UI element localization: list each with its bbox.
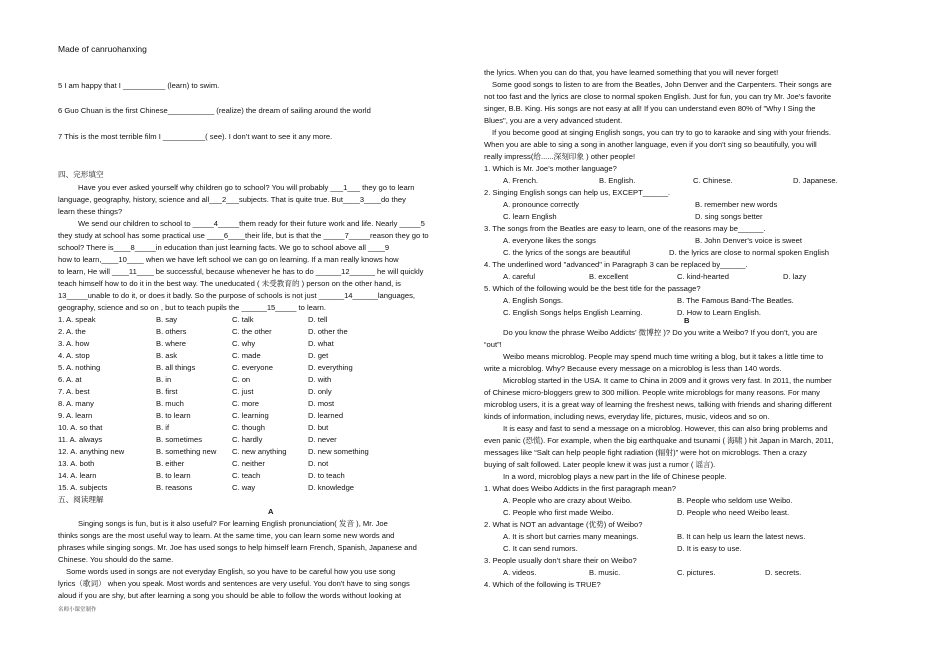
- question-a3: 3. The songs from the Beatles are easy to learn, one of the reasons may be______.: [484, 224, 766, 233]
- passage-a-label: A: [268, 507, 274, 516]
- passage-b-line: Microblog started in the USA. It came to China in 2009 and it grows very fast. In 2011, the number: [503, 376, 832, 385]
- passage-b-line: even panic (恐慌). For example, when the big earthquake and tsunami ( 海啸 ) hit Japan in March, 2011,: [484, 436, 834, 445]
- question-a5: 5. Which of the following would be the best title for the passage?: [484, 284, 701, 293]
- passage-b-line: kinds of information, including news, everyday life, pictures, music, videos and so on.: [484, 412, 770, 421]
- document-page: Made of canruohanxing 5 I am happy that I __________ (learn) to swim. 6 Guo Chuan is the first Chinese___________ (realize) the dream of sailing around the world 7 This is the most terrible film I __________( see). I don’t want to see it any more. 四、完形填空 Have you ever asked yourself why children go to school? You will probably ___1___ they go to learn language, geography, history, science and all___2___subjects. That is quite true. But____3____do they learn these things? We send our children to school to _____4_____them ready for their future work and life. Nearly _____5 they study at school has some practical use ____6____their life, but is that the _____7_____reason they go to school? There is____8_____in education than just learning facts. We go to school above all ____9 how to learn,____10____ when we have left school we can go on learning. If a man really knows how to learn, He will ____11____ be successful, because whenever he has to do ______12______ he will quickly teach himself how to do it in the best way. The uneducated ( 未受教育的 ) person on the other hand, is 13_____unable to do it, or does it badly. So the purpose of schools is not just ______14______languages, geography, science and so on , but to teach pupils the ______15_____ to learn. 1. A. speak B. say C. talk D. tell 2. A. the B. others C. the other D. other the 3. A. how B. where C. why D. what 4. A. stop B. ask C. made D. get 5. A. nothing B. all things C. everyone D. everything 6. A. at B. in C. on D. with 7. A. best B. first C. just D. only 8. A. many B. much C. more D. most 9. A. learn B. to learn C. learning D. learned 10. A. so that B. if C. though D. but 11. A. always B. sometimes C. hardly D. never 12. A. anything new B. something new C. new anything D. new something 13. A. both B. either C. neither D. not 14. A. learn B. to learn C. teach D. to teach 15. A. subjects B. reasons C. way D. knowledge 五、阅读理解 A Singing songs is fun, but is it also useful? For learning English pronunciation( 发音 ), Mr. Joe thinks songs are the most useful way to learn. At the same time, you can learn some new words and phrases while singing songs. Mr. Joe has used songs to help himself learn French, Spanish, Japanese and Chinese. You should do the same. Some words used in songs are not everyday English, so you have to be careful how you use song lyrics（歌词） when you speak. Most words and sentences are very useful. You don't have to sing songs aloud if you are shy, but after learning a song you should be able to follow the words without looking at 名师小课堂制作 the lyrics. When you can do that, you have learned something that you will never forget! Some good songs to listen to are from the Beatles, John Denver and the Carpenters. Their songs are not too fast and the lyrics are close to normal spoken English. Just for fun, you can try Mr. Joe's favorite singer, B.B. King. His songs are not easy at all! If you can understand even 80% of "Why I Sing the Blues", you are a very advanced student. If you become good at singing English songs, you can try to go to karaoke and sing with your friends. When you are able to sing a song in another language, even if you don't sing so beautifully, you will really impress(给......深刻印象 ) other people! 1. Which is Mr. Joe’s mother language? A. French. B. English. C. Chinese. D. Japanese. 2. Singing English songs can help us, EXCEPT______. A. pronounce correctly B. remember new words C. learn English D. sing songs better 3. The songs from the Beatles are easy to learn, one of the reasons may be______. A. everyone likes the songs B. John Denver's voice is sweet C. the lyrics of the songs are beautiful D. the lyrics are close to normal spoken English 4. The underlined word "advanced" in Paragraph 3 can be replaced by______. A. careful B. excellent C. kind-hearted D. lazy 5. Which of the following would be the best title for the passage? A. English Songs. B. The Famous Band-The Beatles. C. English Songs helps English Learning. D. How to Learn English. B Do you know the phrase Weibo Addicts’ 微博控 )? Do you write a Weibo? If you don’t, you are “out”! Weibo means microblog. People may spend much time writing a blog, but it takes a little time to write a microblog. Why? Because every message on a microblog is less than 140 words. Microblog started in the USA. It came to China in 2009 and it grows very fast. In 2011, the number of Chinese micro-bloggers grew to 300 million. People write microblogs for many reasons. For many microblog users, it is a great way of learning the freshest news, talking with friends and sharing different kinds of information, including news, everyday life, pictures, music, videos and so on. It is easy and fast to send a message on a microblog. However, this can also bring problems and even panic (恐慌). For example, when the big earthquake and tsunami ( 海啸 ) hit Japan in March, 2011, messages like “Salt can help people fight radiation (辐射)” were hot on microblogs. Then a crazy buying of salt followed. Later people knew it was just a rumor ( 谣言). In a word, microblog plays a new part in the life of Chinese people. 1. What does Weibo Addicts in the first paragraph mean? A. People who are crazy about Weibo. B. People who seldom use Weibo. C. People who first made Weibo. D. People who need Weibo least. 2. What is NOT an advantage (优势) of Weibo? A. It is short but carries many meanings. B. It can help us learn the latest news. C. It can send rumors. D. It is easy to use. 3. People usually don’t share their on Weibo? A. videos. B. music. C. pictures. D. secrets. 4. Which of the following is TRUE?: [58, 44, 838, 613]
- passage-b-line: messages like “Salt can help people fight radiation (辐射)” were hot on microblogs. Then a crazy: [484, 448, 807, 457]
- passage-a-line: thinks songs are the most useful way to learn. At the same time, you can learn some new words and: [58, 531, 395, 540]
- cloze-line: how to learn,____10____ when we have left school we can go on learning. If a man really knows how: [58, 255, 399, 264]
- reading-title: 五、阅读理解: [58, 495, 104, 504]
- question-b4: 4. Which of the following is TRUE?: [484, 580, 601, 589]
- fill-line-7: 7 This is the most terrible film I __________( see). I don’t want to see it any more.: [58, 132, 333, 141]
- passage-a-cont-line: singer, B.B. King. His songs are not easy at all! If you can understand even 80% of "Why I Sing the: [484, 104, 816, 113]
- passage-b-line: buying of salt followed. Later people knew it was just a rumor ( 谣言).: [484, 460, 716, 469]
- passage-a-line: Some words used in songs are not everyday English, so you have to be careful how you use song: [66, 567, 396, 576]
- passage-b-label: B: [684, 316, 690, 325]
- passage-a-cont-line: If you become good at singing English songs, you can try to go to karaoke and sing with your friends.: [492, 128, 831, 137]
- passage-b-line: Weibo means microblog. People may spend much time writing a blog, but it takes a little time to: [503, 352, 824, 361]
- passage-b-line: of Chinese micro-bloggers grew to 300 million. People write microblogs for many reasons. For many: [484, 388, 820, 397]
- question-b3: 3. People usually don’t share their on Weibo?: [484, 556, 637, 565]
- cloze-line: We send our children to school to _____4_____them ready for their future work and life. Nearly _____5: [78, 219, 425, 228]
- document-footer: 名师小课堂制作: [58, 607, 97, 613]
- cloze-line: to learn, He will ____11____ be successful, because whenever he has to do ______12______ he will quickly: [58, 267, 424, 276]
- cloze-title: 四、完形填空: [58, 170, 104, 179]
- fill-line-5: 5 I am happy that I __________ (learn) to swim.: [58, 81, 220, 90]
- passage-a-line: aloud if you are shy, but after learning a song you should be able to follow the words without looking at: [58, 591, 402, 600]
- passage-a-line: phrases while singing songs. Mr. Joe has used songs to help himself learn French, Spanish, Japanese and: [58, 543, 417, 552]
- cloze-line: language, geography, history, science and all___2___subjects. That is quite true. But____3____do they: [58, 195, 406, 204]
- cloze-line: teach himself how to do it in the best way. The uneducated ( 未受教育的 ) person on the other hand, is: [58, 279, 401, 288]
- passage-b-line: It is easy and fast to send a message on a microblog. However, this can also bring problems and: [503, 424, 828, 433]
- passage-a-line: Singing songs is fun, but is it also useful? For learning English pronunciation( 发音 ), Mr. Joe: [78, 519, 388, 528]
- question-a2: 2. Singing English songs can help us, EXCEPT______.: [484, 188, 671, 197]
- passage-a-cont-line: really impress(给......深刻印象 ) other people!: [484, 152, 636, 161]
- question-b1: 1. What does Weibo Addicts in the first paragraph mean?: [484, 484, 676, 493]
- question-a4: 4. The underlined word "advanced" in Paragraph 3 can be replaced by______.: [484, 260, 748, 269]
- passage-a-cont-line: Blues", you are a very advanced student.: [484, 116, 623, 125]
- cloze-line: Have you ever asked yourself why children go to school? You will probably ___1___ they go to learn: [78, 183, 415, 192]
- passage-b-line: microblog users, it is a great way of learning the freshest news, talking with friends and sharing different: [484, 400, 832, 409]
- passage-b-line: In a word, microblog plays a new part in the life of Chinese people.: [503, 472, 727, 481]
- passage-a-cont-line: Some good songs to listen to are from the Beatles, John Denver and the Carpenters. Their songs are: [492, 80, 832, 89]
- cloze-line: learn these things?: [58, 207, 123, 216]
- passage-b-line: Do you know the phrase Weibo Addicts’ 微博控 )? Do you write a Weibo? If you don’t, you are: [503, 328, 818, 337]
- passage-a-cont-line: not too fast and the lyrics are close to normal spoken English. Just for fun, you can try Mr. Joe's favorite: [484, 92, 832, 101]
- passage-a-cont-line: the lyrics. When you can do that, you have learned something that you will never forget!: [484, 68, 779, 77]
- cloze-line: geography, science and so on , but to teach pupils the ______15_____ to learn.: [58, 303, 326, 312]
- passage-a-line: lyrics（歌词） when you speak. Most words and sentences are very useful. You don't have to sing songs: [58, 579, 410, 588]
- question-a1: 1. Which is Mr. Joe’s mother language?: [484, 164, 617, 173]
- passage-b-line: write a microblog. Why? Because every message on a microblog is less than 140 words.: [484, 364, 782, 373]
- cloze-line: 13_____unable to do it, or does it badly. So the purpose of schools is not just ______14______languages,: [58, 291, 416, 300]
- cloze-line: school? There is____8_____in education than just learning facts. We go to school above all ____9: [58, 243, 390, 252]
- cloze-line: they study at school has some practical use ____6____their life, but is that the _____7_____reason they go to: [58, 231, 429, 240]
- question-b2: 2. What is NOT an advantage (优势) of Weibo?: [484, 520, 643, 529]
- document-header: Made of canruohanxing: [58, 44, 147, 54]
- passage-a-cont-line: When you are able to sing a song in another language, even if you don't sing so beautifully, you will: [484, 140, 817, 149]
- fill-line-6: 6 Guo Chuan is the first Chinese___________ (realize) the dream of sailing around the world: [58, 106, 371, 115]
- passage-a-line: Chinese. You should do the same.: [58, 555, 174, 564]
- passage-b-line: “out”!: [484, 340, 502, 349]
